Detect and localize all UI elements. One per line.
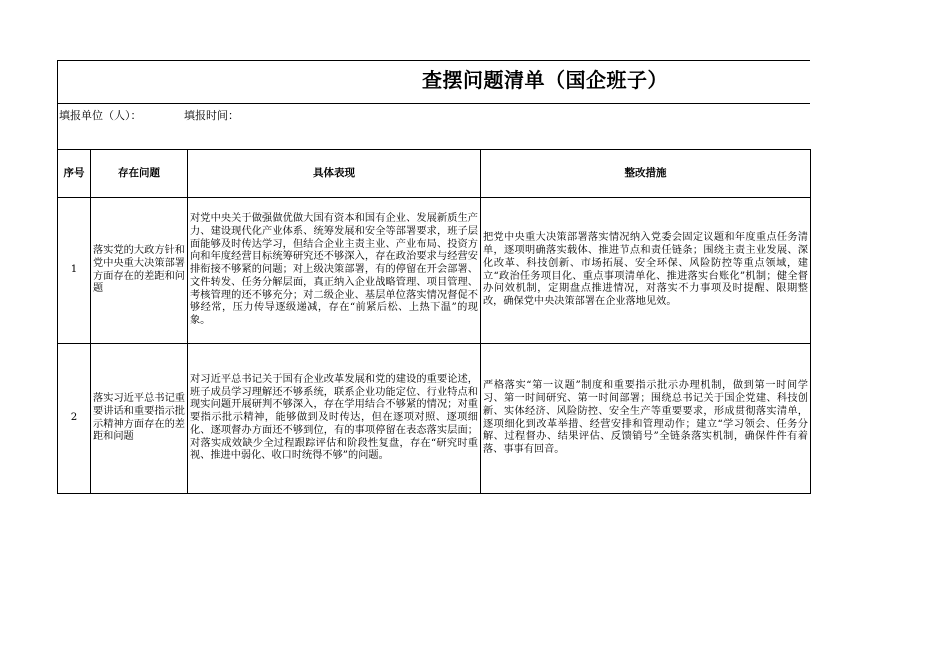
table-header-row bbox=[58, 150, 811, 198]
header-no: 序号 bbox=[58, 150, 91, 198]
title-row bbox=[57, 60, 810, 104]
row-no: 1 bbox=[58, 198, 91, 344]
reporting-unit-label: 填报单位（人）： bbox=[59, 109, 142, 122]
row-detail: 对习近平总书记关于国有企业改革发展和党的建设的重要论述，班子成员学习理解还不够系统，联系企业功能定位、行业特点和现实问题开展研判不够深入，存在学用结合不够紧的情况；对重要指示批示精神，能够做到及时传达，但在逐项对照、逐项细化、逐项督办方面还不够到位，有的事项停留在表态落实层面；对落实成效缺少全过程跟踪评估和阶段性复盘，存在“研究时重视、推进中弱化、收口时统得不够”的问题。 bbox=[188, 344, 481, 494]
header-fix: 整改措施 bbox=[481, 150, 811, 198]
issue-table bbox=[57, 149, 811, 494]
row-issue: 落实党的大政方针和党中央重大决策部署方面存在的差距和问题 bbox=[91, 198, 188, 344]
header-issue: 存在问题 bbox=[91, 150, 188, 198]
row-no: 2 bbox=[58, 344, 91, 494]
reporting-time-label: 填报时间： bbox=[184, 109, 239, 122]
table-row bbox=[58, 344, 811, 494]
table-row bbox=[58, 198, 811, 344]
info-row bbox=[57, 104, 810, 149]
page-title: 查摆问题清单（国企班子） bbox=[422, 68, 668, 92]
row-detail: 对党中央关于做强做优做大国有资本和国有企业、发展新质生产力、建设现代化产业体系、统筹发展和安全等部署要求，班子层面能够及时传达学习，但结合企业主责主业、产业布局、投资方向和年度经营目标统筹研究还不够深入，存在政治要求与经营安排衔接不够紧的问题；对上级决策部署，有的停留在开会部署、文件转发、任务分解层面，真正纳入企业战略管理、项目管理、考核管理的还不够充分；对二级企业、基层单位落实情况督促不够经常，压力传导逐级递减，存在“前紧后松、上热下温”的现象。 bbox=[188, 198, 481, 344]
row-issue: 落实习近平总书记重要讲话和重要指示批示精神方面存在的差距和问题 bbox=[91, 344, 188, 494]
row-fix: 严格落实“第一议题”制度和重要指示批示办理机制，做到第一时间学习、第一时间研究、第一时间部署；围绕总书记关于国企党建、科技创新、实体经济、风险防控、安全生产等重要要求，形成贯彻落实清单，逐项细化到改革举措、经营安排和管理动作；建立“学习领会、任务分解、过程督办、结果评估、反馈销号”全链条落实机制，确保件件有着落、事事有回音。 bbox=[481, 344, 811, 494]
row-fix: 把党中央重大决策部署落实情况纳入党委会固定议题和年度重点任务清单，逐项明确落实载体、推进节点和责任链条；围绕主责主业发展、深化改革、科技创新、市场拓展、安全环保、风险防控等重点领域，建立“政治任务项目化、重点事项清单化、推进落实台账化”机制；健全督办问效机制，定期盘点推进情况，对落实不力事项及时提醒、限期整改，确保党中央决策部署在企业落地见效。 bbox=[481, 198, 811, 344]
header-detail: 具体表现 bbox=[188, 150, 481, 198]
